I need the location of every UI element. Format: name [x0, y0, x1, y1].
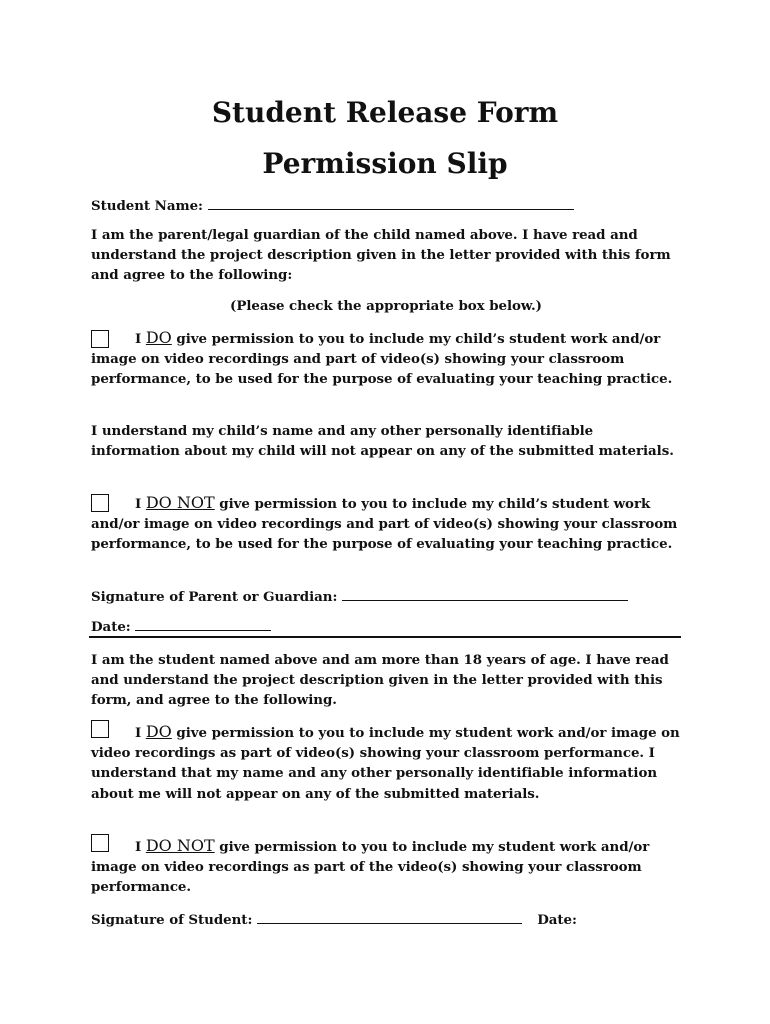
instruction-text: (Please check the appropriate box below.) [230, 298, 542, 314]
guardian-date-row [91, 616, 691, 637]
section-divider [89, 636, 681, 638]
guardian-date-field[interactable] [135, 616, 271, 631]
student-date-label: Date: [537, 912, 577, 928]
guardian-signature-field[interactable] [342, 586, 628, 601]
guardian-do-text: give permission to you to include my child’s student work and/or image on video recordings and part of video(s) showing your classroom performance, to be used for the purpose of evaluating your teaching practice. [91, 331, 673, 388]
student-signature-label: Signature of Student: [91, 912, 253, 928]
student-do-keyword: DO [145, 722, 172, 741]
guardian-do-keyword: DO [145, 328, 172, 347]
guardian-donot-statement [91, 493, 681, 555]
guardian-signature-label: Signature of Parent or Guardian: [91, 589, 338, 605]
guardian-donot-keyword: DO NOT [145, 493, 215, 512]
student-donot-statement [91, 836, 681, 898]
guardian-date-label: Date: [91, 619, 131, 635]
student-name-field[interactable] [208, 195, 574, 210]
form-title: Student Release Form [211, 96, 559, 129]
student-name-label: Student Name: [91, 198, 203, 214]
guardian-signature-row [91, 586, 691, 607]
student-name-row [91, 195, 691, 216]
guardian-donot-prefix: I [135, 496, 142, 512]
student-do-text: give permission to you to include my student work and/or image on video recordings as part of video(s) showing your classroom performance. I understand that my name and any other personally identifiable information about me will not appear on any of the submitted materials. [91, 725, 680, 802]
student-do-statement [91, 722, 683, 804]
guardian-do-prefix: I [135, 331, 142, 347]
guardian-intro-text: I am the parent/legal guardian of the child named above. I have read and understand the project description given in the letter provided with this form and agree to the following: [91, 227, 671, 284]
student-intro-text: I am the student named above and am more than 18 years of age. I have read and understand the project description given in the letter provided with this form, and agree to the following. [91, 652, 669, 709]
guardian-donot-text: give permission to you to include my child’s student work and/or image on video recordings and part of video(s) showing your classroom performance, to be used for the purpose of evaluating your teaching practice. [91, 496, 678, 553]
guardian-do-statement [91, 328, 681, 390]
student-donot-keyword: DO NOT [145, 836, 215, 855]
student-do-prefix: I [135, 725, 142, 741]
student-donot-prefix: I [135, 839, 142, 855]
student-signature-row [91, 909, 691, 930]
guardian-understand-text: I understand my child’s name and any other personally identifiable information about my child will not appear on any of the submitted materials. [91, 423, 674, 460]
student-donot-text: give permission to you to include my student work and/or image on video recordings as part of the video(s) showing your classroom performance. [91, 839, 650, 896]
student-signature-field[interactable] [257, 909, 522, 924]
form-subtitle: Permission Slip [262, 147, 508, 180]
